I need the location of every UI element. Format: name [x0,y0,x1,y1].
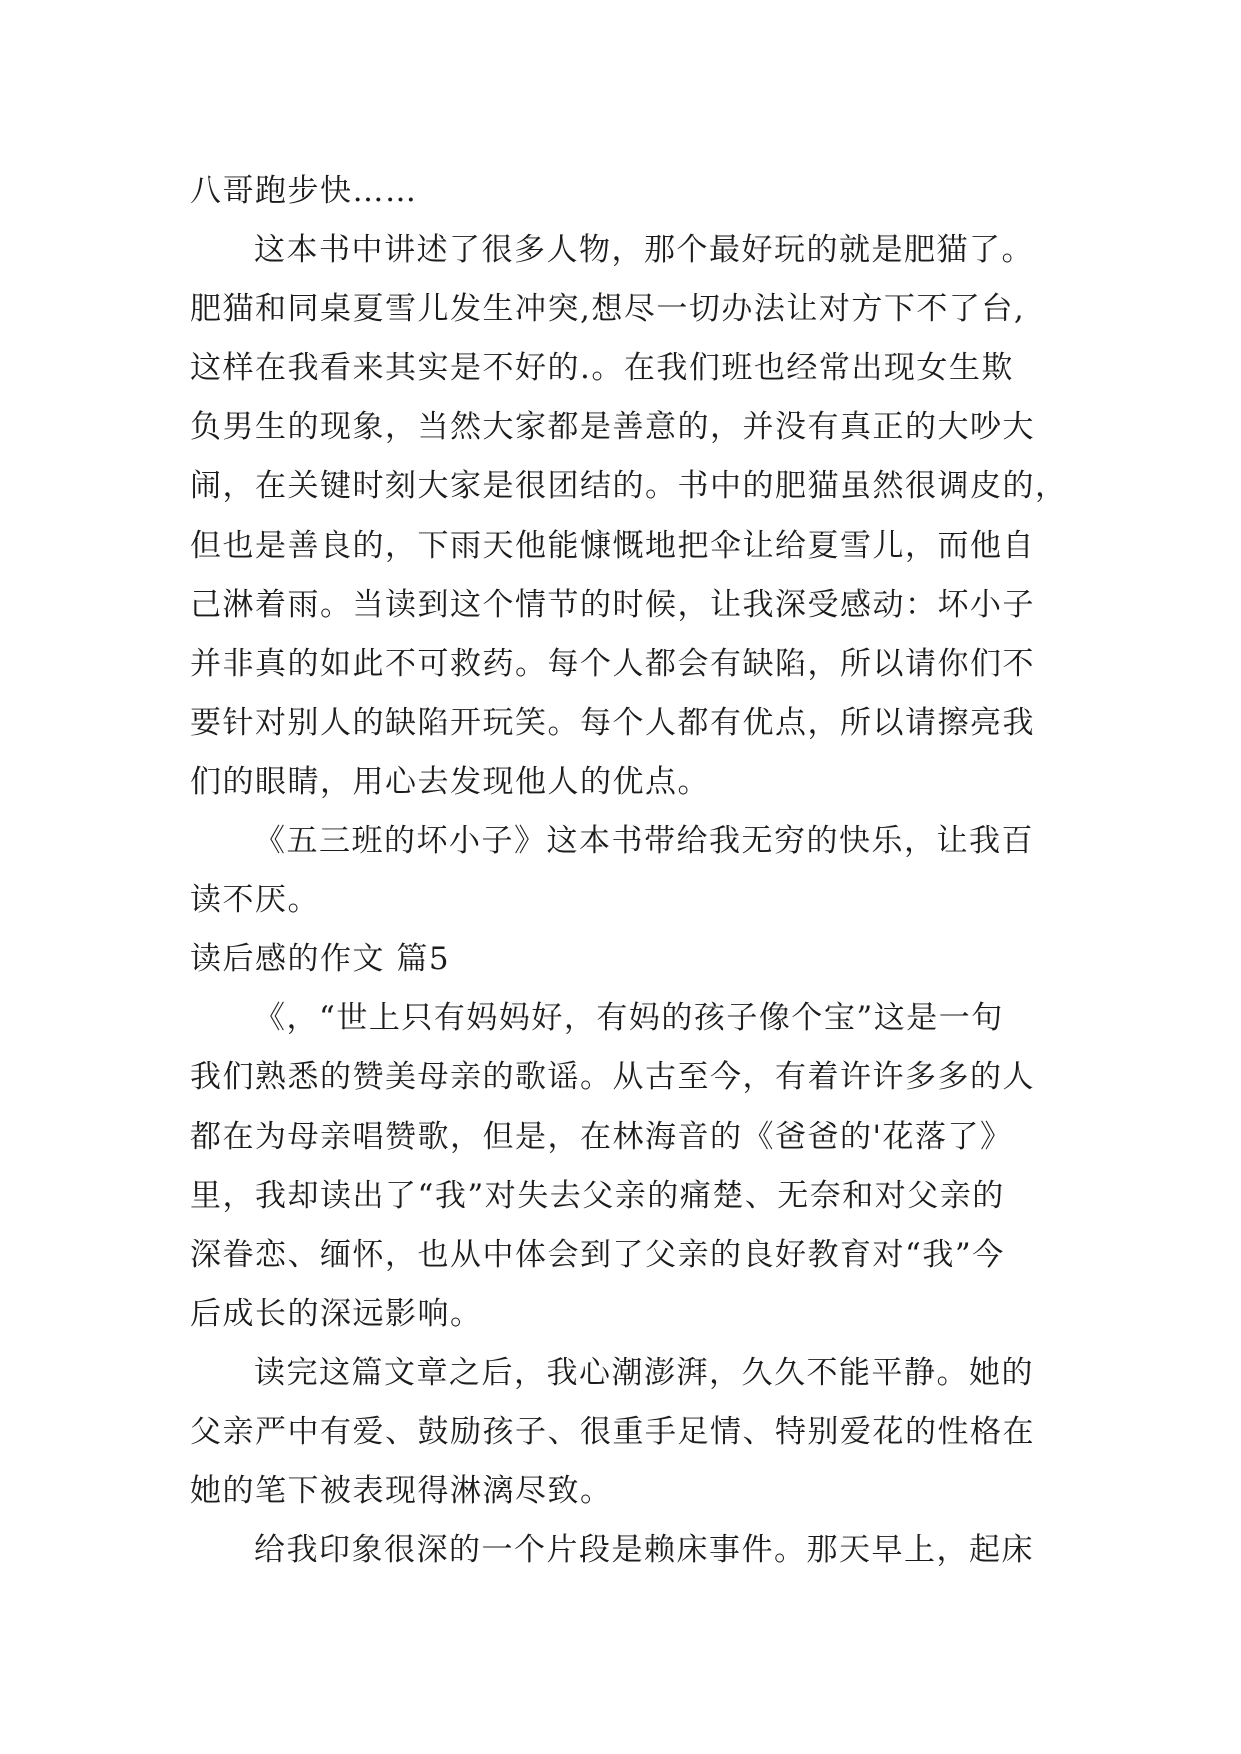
text-line: 后成长的深远影响。 [190,1295,483,1332]
text-line: 《，“世上只有妈妈好，有妈的孩子像个宝”这是一句 [254,1000,1004,1037]
text-line: 闹，在关键时刻大家是很团结的。书中的肥猫虽然很调皮的， [190,468,1068,505]
text-line: 我们熟悉的赞美母亲的歌谣。从古至今，有着许许多多的人 [190,1059,1035,1096]
text-line: 父亲严中有爱、鼓励孩子、很重手足情、特别爱花的性格在 [190,1413,1035,1450]
text-line: 八哥跑步快…… [190,173,418,209]
text-line: 深眷恋、缅怀，也从中体会到了父亲的良好教育对“我”今 [190,1236,1005,1273]
text-line: 肥猫和同桌夏雪儿发生冲突,想尽一切办法让对方下不了台, [190,291,1026,328]
text-line: 读后感的作文 篇5 [190,941,451,978]
text-line: 读不厌。 [190,882,320,919]
text-line: 里，我却读出了“我”对失去父亲的痛楚、无奈和对父亲的 [190,1177,1005,1214]
text-line: 这本书中讲述了很多人物，那个最好玩的就是肥猫了。 [254,232,1034,269]
text-line: 她的笔下被表现得淋漓尽致。 [190,1473,613,1510]
text-line: 这样在我看来其实是不好的.。在我们班也经常出现女生欺 [190,350,1014,387]
document-body [190,162,1090,1580]
text-line: 并非真的如此不可救药。每个人都会有缺陷，所以请你们不 [190,645,1035,682]
text-line: 要针对别人的缺陷开玩笑。每个人都有优点，所以请擦亮我 [190,704,1035,741]
text-line: 但也是善良的，下雨天他能慷慨地把伞让给夏雪儿，而他自 [190,527,1035,564]
text-line: 给我印象很深的一个片段是赖床事件。那天早上，起床 [254,1532,1034,1569]
text-line: 负男生的现象，当然大家都是善意的，并没有真正的大吵大 [190,409,1035,446]
text-line: 们的眼睛，用心去发现他人的优点。 [190,763,710,800]
text-line: 《五三班的坏小子》这本书带给我无穷的快乐，让我百 [254,823,1034,860]
text-line: 读完这篇文章之后，我心潮澎湃，久久不能平静。她的 [254,1354,1034,1391]
text-line: 己淋着雨。当读到这个情节的时候，让我深受感动：坏小子 [190,586,1035,623]
text-line: 都在为母亲唱赞歌，但是，在林海音的《爸爸的'花落了》 [190,1118,1013,1155]
